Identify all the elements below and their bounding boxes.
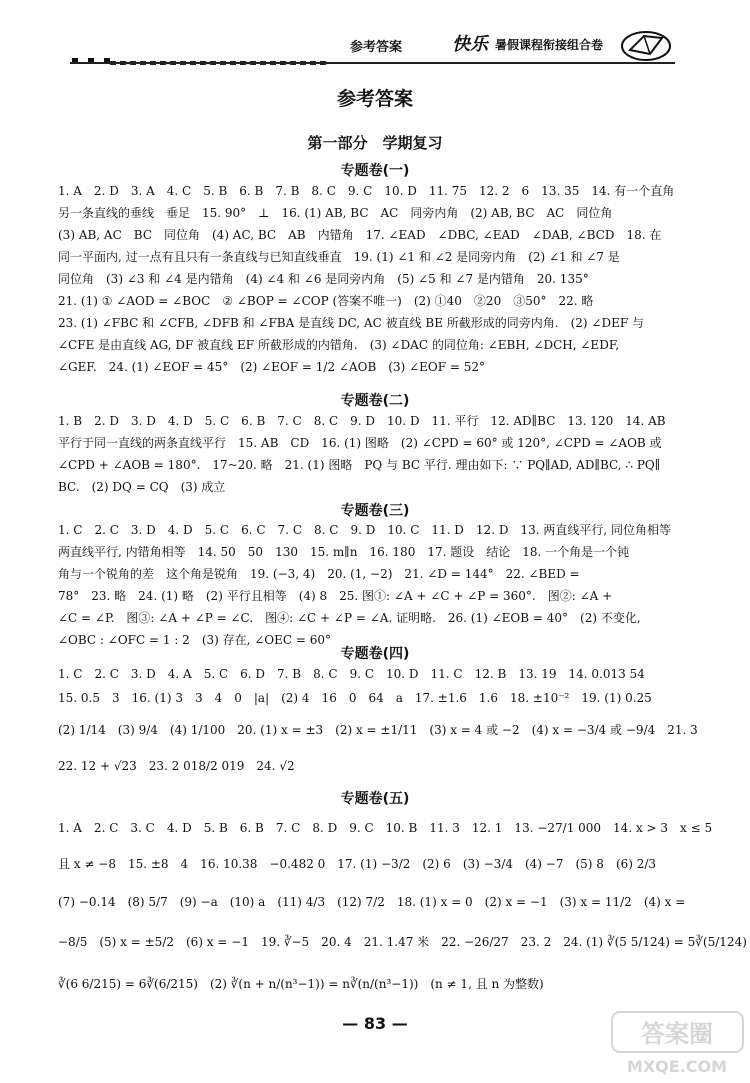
answer-line: 角与一个锐角的差 这个角是锐角 19. (−3, 4) 20. (1, −2) 21. ∠D = 144° 22. ∠BED = (58, 567, 580, 581)
page-header (0, 28, 750, 76)
answer-line: 21. (1) ① ∠AOD = ∠BOC ② ∠BOP = ∠COP (答案不唯一) (2) ①40 ②20 ③50° 22. 略 (58, 294, 594, 308)
header-rule (70, 62, 675, 64)
answer-line: ∠OBC : ∠OFC = 1 : 2 (3) 存在, ∠OEC = 60° (58, 633, 332, 647)
answer-line: 1. B 2. D 3. D 4. D 5. C 6. B 7. C 8. C 9. D 10. D 11. 平行 12. AD∥BC 13. 120 14. AB (58, 414, 666, 428)
svg-text:答案圈: 答案圈 (641, 1020, 713, 1048)
header-left-title: 参考答案 (350, 40, 403, 55)
svg-text:MXQE.COM: MXQE.COM (626, 1057, 728, 1076)
answer-line: 1. C 2. C 3. D 4. A 5. C 6. D 7. B 8. C 9. C 10. D 11. C 12. B 13. 19 14. 0.013 54 (58, 667, 645, 681)
page-number: — 83 — (342, 1014, 408, 1033)
page-title: 参考答案 (336, 88, 413, 110)
answer-line: ∠CPD + ∠AOB = 180°. 17~20. 略 21. (1) 图略 PQ 与 BC 平行. 理由如下: ∵ PQ∥AD, AD∥BC, ∴ PQ∥ (58, 458, 661, 472)
answer-line: (3) AB, AC BC 同位角 (4) AC, BC AB 内错角 17. ∠EAD ∠DBC, ∠EAD ∠DAB, ∠BCD 18. 在 (58, 228, 662, 242)
answer-line: 且 x ≠ −8 15. ±8 4 16. 10.38 −0.482 0 17. (1) −3/2 (2) 6 (3) −3/4 (4) −7 (5) 8 (6) 2/3 (58, 857, 657, 871)
part-heading: 第一部分 学期复习 (307, 134, 443, 152)
answer-line: 两直线平行, 内错角相等 14. 50 50 130 15. m∥n 16. 180 17. 题设 结论 18. 一个角是一个钝 (58, 545, 630, 559)
answer-line: (2) 1/14 (3) 9/4 (4) 1/100 20. (1) x = ±3 (2) x = ±1/11 (3) x = 4 或 −2 (4) x = −3/4 或 −9/4 21. 3 (58, 723, 698, 737)
answer-line: 同一平面内, 过一点有且只有一条直线与已知直线垂直 19. (1) ∠1 和 ∠2 是同旁内角 (2) ∠1 和 ∠7 是 (58, 250, 620, 264)
answer-line: 22. 12 + √23 23. 2 018/2 019 24. √2 (58, 759, 295, 773)
answer-line: ∠GEF. 24. (1) ∠EOF = 45° (2) ∠EOF = 1/2 ∠AOB (3) ∠EOF = 52° (58, 360, 486, 374)
answer-line: 78° 23. 略 24. (1) 略 (2) 平行且相等 (4) 8 25. 图①: ∠A + ∠C + ∠P = 360°. 图②: ∠A + (58, 589, 613, 603)
answer-line: 23. (1) ∠FBC 和 ∠CFB, ∠DFB 和 ∠FBA 是直线 DC, AC 被直线 BE 所截形成的同旁内角. (2) ∠DEF 与 (58, 316, 644, 330)
answer-line: ∠CFE 是由直线 AG, DF 被直线 EF 所截形成的内错角. (3) ∠DAC 的同位角: ∠EBH, ∠DCH, ∠EDF, (58, 338, 620, 352)
answer-line: 15. 0.5 3 16. (1) 3 3 4 0 |a| (2) 4 16 0 64 a 17. ±1.6 1.6 18. ±10⁻² 19. (1) 0.25 (58, 691, 652, 705)
answer-line: ∠C = ∠P. 图③: ∠A + ∠P = ∠C. 图④: ∠C + ∠P = ∠A. 证明略. 26. (1) ∠EOB = 40° (2) 不变化, (58, 611, 641, 625)
section-title-2: 专题卷(二) (340, 393, 410, 409)
header-series: 暑假课程衔接组合卷 (495, 38, 604, 52)
answer-line: 1. C 2. C 3. D 4. D 5. C 6. C 7. C 8. C 9. D 10. C 11. D 12. D 13. 两直线平行, 同位角相等 (58, 523, 671, 537)
book-logo-icon (620, 28, 672, 62)
answer-line: BC. (2) DQ = CQ (3) 成立 (58, 480, 226, 494)
answer-line: −8/5 (5) x = ±5/2 (6) x = −1 19. ∛−5 20. 4 21. 1.47 米 22. −26/27 23. 2 24. (1) ∛(5 5/124) = 5∛(5/124) (58, 935, 747, 949)
answer-line: ∛(6 6/215) = 6∛(6/215) (2) ∛(n + n/(n³−1)) = n∛(n/(n³−1)) (n ≠ 1, 且 n 为整数) (58, 977, 544, 991)
section-title-1: 专题卷(一) (340, 163, 410, 179)
answer-line: 同位角 (3) ∠3 和 ∠4 是内错角 (4) ∠4 和 ∠6 是同旁内角 (5) ∠5 和 ∠7 是内错角 20. 135° (58, 272, 589, 286)
section-title-5: 专题卷(五) (340, 791, 410, 807)
header-brand: 快乐 (452, 34, 488, 55)
answer-line: 1. A 2. C 3. C 4. D 5. B 6. B 7. C 8. D 9. C 10. B 11. 3 12. 1 13. −27/1 000 14. x > 3 x ≤ 5 (58, 821, 713, 835)
section-title-4: 专题卷(四) (340, 646, 410, 662)
answer-line: 平行于同一直线的两条直线平行 15. AB CD 16. (1) 图略 (2) ∠CPD = 60° 或 120°, ∠CPD = ∠AOB 或 (58, 436, 662, 450)
answer-line: (7) −0.14 (8) 5/7 (9) −a (10) a (11) 4/3 (12) 7/2 18. (1) x = 0 (2) x = −1 (3) x = 11/2 (4) x = (58, 895, 686, 909)
section-title-3: 专题卷(三) (340, 503, 410, 519)
watermark-logo (610, 1010, 745, 1080)
answer-line: 另一条直线的垂线 垂足 15. 90° ⊥ 16. (1) AB, BC AC 同旁内角 (2) AB, BC AC 同位角 (58, 206, 613, 220)
answer-line: 1. A 2. D 3. A 4. C 5. B 6. B 7. B 8. C 9. C 10. D 11. 75 12. 2 6 13. 35 14. 有一个直角 (58, 184, 675, 198)
